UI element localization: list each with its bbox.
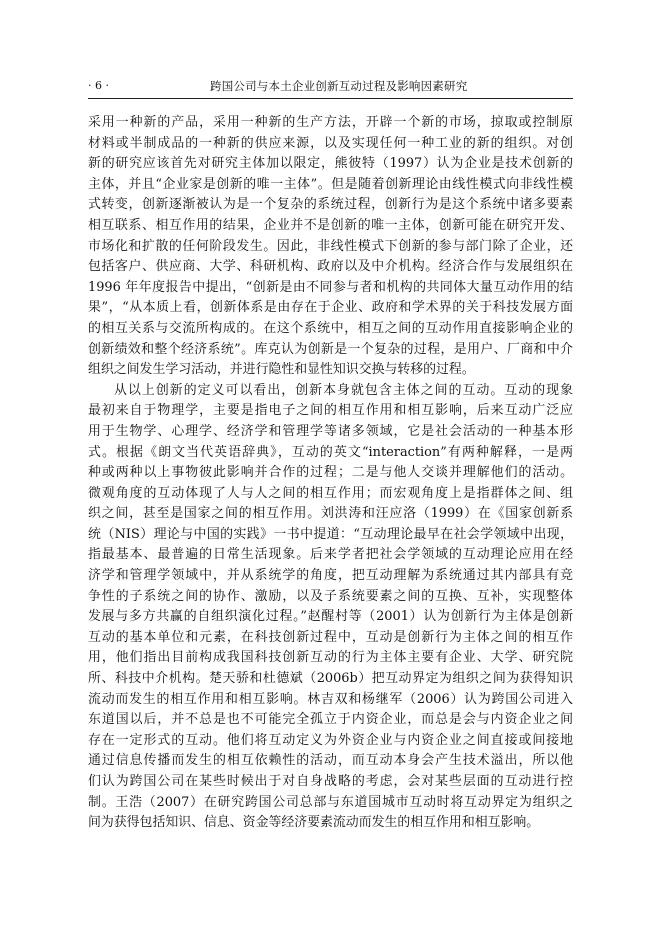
text-line: 采用一种新的产品，采用一种新的生产方法，开辟一个新的市场，掠取或控制原 — [88, 115, 573, 130]
text-line: 材料或半制成品的一种新的供应来源，以及实现任何一种工业的新的组织。对创 — [88, 135, 573, 151]
text-line: 最初来自于物理学，主要是指电子之间的相互作用和相互影响，后来互动广泛应 — [88, 403, 573, 419]
text-line: 相互联系、相互作用的结果，企业并不是创新的唯一主体，创新可能在研究开发、 — [88, 217, 573, 233]
text-line: 用，他们指出目前构成我国科技创新互动的行为主体主要有企业、大学、研究院 — [88, 650, 573, 666]
text-line: 的相互关系与交流所构成的。在这个系统中，相互之间的互动作用直接影响企业的 — [88, 320, 573, 336]
text-line: 包括客户、供应商、大学、科研机构、政府以及中介机构。经济合作与发展组织在 — [88, 259, 573, 275]
text-line: 新的研究应该首先对研究主体加以限定，熊彼特（1997）认为企业是技术创新的 — [88, 156, 573, 172]
text-line: 种或两种以上事物彼此影响并合作的过程；二是与他人交谈并理解他们的活动。 — [88, 465, 573, 481]
text-line: 组织之间发生学习活动，并进行隐性和显性知识交换与转移的过程。 — [88, 362, 475, 378]
text-line: 从以上创新的定义可以看出，创新本身就包含主体之间的互动。互动的现象 — [114, 382, 573, 398]
text-line: 统（NIS）理论与中国的实践》一书中提道：“互动理论最早在社会学领域中出现， — [88, 526, 573, 542]
text-line: 果”，“从本质上看，创新体系是由存在于企业、政府和学术界的关于科技发展方面 — [88, 300, 573, 316]
text-line: 间为获得包括知识、信息、资金等经济要素流动而发生的相互作用和相互影响。 — [88, 815, 540, 831]
body-text — [88, 113, 573, 834]
text-line: 通过信息传播而发生的相互依赖性的活动，而互动本身会产生技术溢出，所以他 — [88, 753, 573, 769]
text-line: 东道国以后，并不总是也不可能完全孤立于内资企业，而总是会与内资企业之间 — [88, 712, 573, 728]
text-line: 们认为跨国公司在某些时候出于对自身战略的考虑，会对某些层面的互动进行控 — [88, 774, 573, 789]
text-line: 主体，并且“企业家是创新的唯一主体”。但是随着创新理论由线性模式向非线性模 — [88, 176, 573, 192]
text-line: 发展与多方共赢的自组织演化过程。”赵醒村等（2001）认为创新行为主体是创新 — [88, 609, 573, 625]
text-line: 制。王浩（2007）在研究跨国公司总部与东道国城市互动时将互动界定为组织之 — [88, 794, 573, 810]
text-line: 式。根据《朗文当代英语辞典》，互动的英文“interaction”有两种解释，一是两 — [88, 444, 573, 460]
running-header — [88, 76, 573, 99]
running-title: 跨国公司与本土企业创新互动过程及影响因素研究 — [210, 79, 468, 93]
text-line: 织之间，甚至是国家之间的相互作用。刘洪涛和汪应洛（1999）在《国家创新系 — [88, 506, 573, 522]
text-line: 1996 年年度报告中提出，“创新是由不同参与者和机构的共同体大量互动作用的结 — [88, 279, 573, 295]
text-line: 指最基本、最普遍的日常生活现象。后来学者把社会学领域的互动理论应用在经 — [88, 547, 573, 563]
text-line: 济学和管理学领域中，并从系统学的角度，把互动理解为系统通过其内部具有竞 — [88, 568, 573, 584]
text-line: 流动而发生的相互作用和相互影响。林吉双和杨继军（2006）认为跨国公司进入 — [88, 691, 573, 707]
text-line: 互动的基本单位和元素，在科技创新过程中，互动是创新行为主体之间的相互作 — [88, 629, 573, 645]
text-line: 创新绩效和整个经济系统”。库克认为创新是一个复杂的过程，是用户、厂商和中介 — [88, 341, 573, 357]
text-line: 式转变，创新逐渐被认为是一个复杂的系统过程，创新行为是这个系统中诸多要素 — [88, 197, 573, 213]
text-line: 所、科技中介机构。楚天骄和杜德斌（2006b）把互动界定为组织之间为获得知识 — [88, 671, 573, 687]
page-number: · 6 · — [88, 79, 109, 92]
text-line: 争性的子系统之间的协作、激励，以及子系统要素之间的互换、互补，实现整体 — [88, 588, 573, 604]
text-line: 微观角度的互动体现了人与人之间的相互作用；而宏观角度上是指群体之间、组 — [88, 485, 573, 501]
text-line: 市场化和扩散的任何阶段发生。因此，非线性模式下创新的参与部门除了企业，还 — [88, 238, 573, 254]
text-line: 存在一定形式的互动。他们将互动定义为外资企业与内资企业之间直接或间接地 — [88, 732, 573, 748]
text-line: 用于生物学、心理学、经济学和管理学等诸多领域，它是社会活动的一种基本形 — [88, 423, 573, 439]
